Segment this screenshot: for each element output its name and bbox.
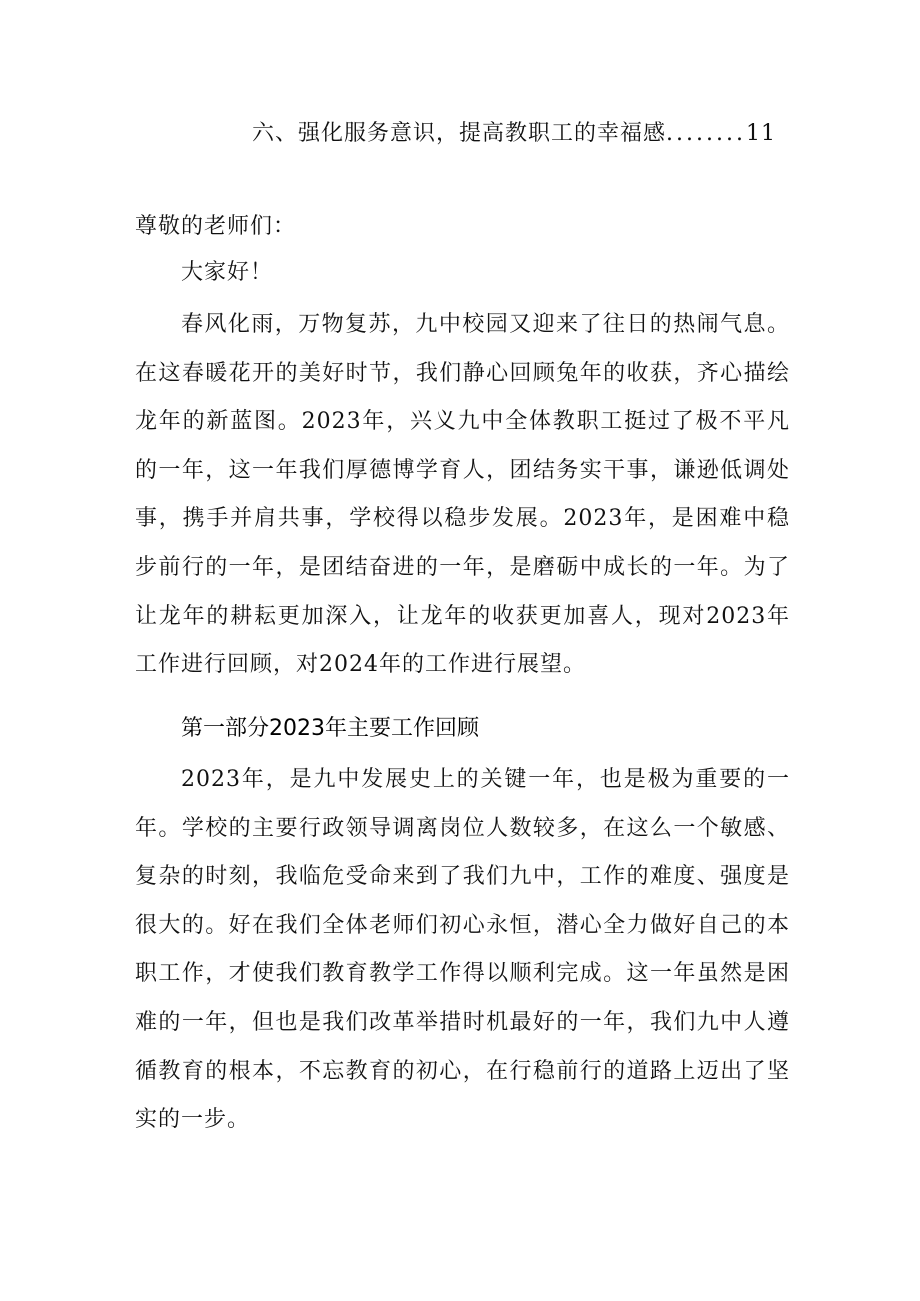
- toc-page-number: 11: [745, 121, 776, 146]
- intro-paragraph: 春风化雨，万物复苏，九中校园又迎来了往日的热闹气息。在这春暖花开的美好时节，我们静心回顾兔年的收获，齐心描绘龙年的新蓝图。2023年，兴义九中全体教职工挺过了极不平凡的一年，这一年我们厚德博学育人，团结务实干事，谦逊低调处事，携手并肩共事，学校得以稳步发展。2023年，是困难中稳步前行的一年，是团结奋进的一年，是磨砺中成长的一年。为了让龙年的耕耘更加深入，让龙年的收获更加喜人，现对2023年工作进行回顾，对2024年的工作进行展望。: [135, 312, 790, 678]
- greeting: 大家好！: [181, 260, 274, 285]
- salutation: 尊敬的老师们：: [135, 214, 297, 239]
- section-paragraph: 2023年，是九中发展史上的关键一年，也是极为重要的一年。学校的主要行政领导调离岗位人数较多，在这么一个敏感、复杂的时刻，我临危受命来到了我们九中，工作的难度、强度是很大的。好在我们全体老师们初心永恒，潜心全力做好自己的本职工作，才使我们教育教学工作得以顺利完成。这一年虽然是困难的一年，但也是我们改革举措时机最好的一年，我们九中人遵循教育的根本，不忘教育的初心，在行稳前行的道路上迈出了坚实的一步。: [135, 767, 790, 1133]
- toc-entry-text: 六、强化服务意识，提高教职工的幸福感: [252, 121, 667, 146]
- section-heading: 第一部分2023年主要工作回顾: [181, 716, 479, 741]
- toc-leader-dots: ........: [666, 121, 746, 146]
- toc-entry: [252, 114, 792, 154]
